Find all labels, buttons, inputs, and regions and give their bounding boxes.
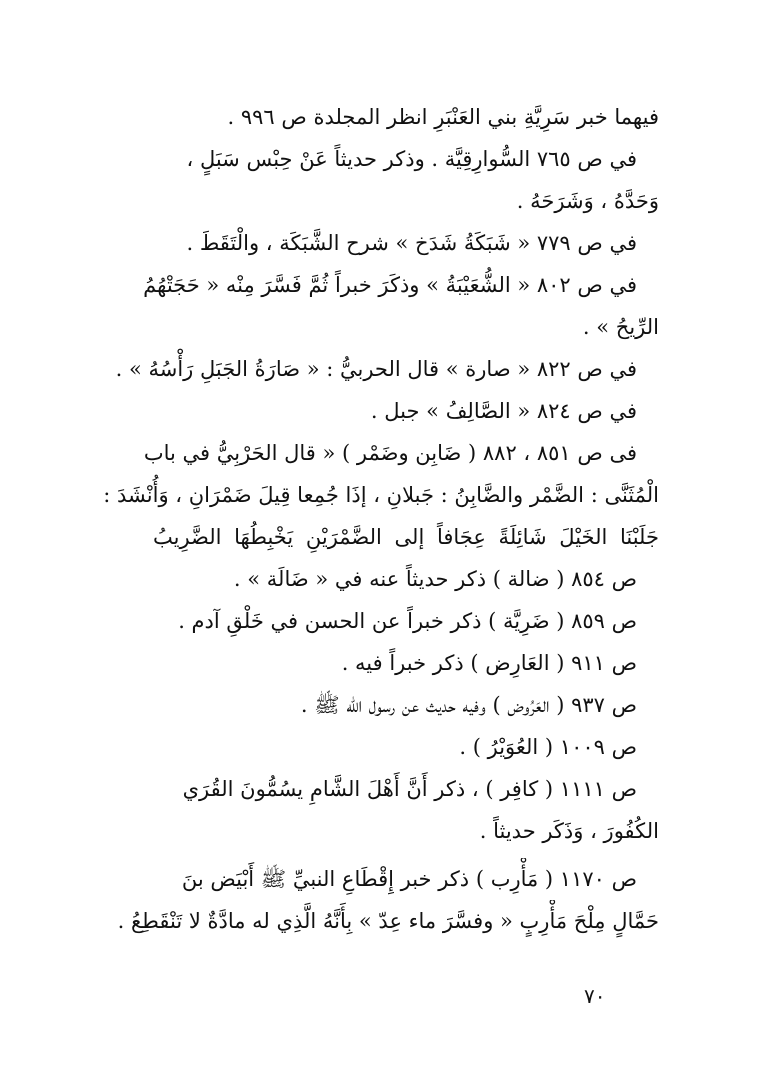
body-text [92,96,659,942]
text-line-17: ص ١١١١ ( كافِر ) ، ذكر أَنَّ أَهْلَ الشَّامِ يسُمُّونَ القُرَي [182,777,637,801]
text-line-5: في ص ٨٠٢ « الشُّعَيْبَةُ » وذكَرَ خبراً ثُمَّ فَسَّرَ مِنْه « حَجَتْهُمُ [143,273,637,297]
text-line-4: في ص ٧٧٩ « شَبَكَةُ شَدَخ » شرح الشَّبَكَة ، والْتَقَطَ . [186,231,637,255]
text-line-10: الْمُثَنَّى : الضَّمْر والضَّابِنُ : جَبلانِ ، إذَا جُمِعا قِيلَ ضَمْرَانِ ، وَأُنْشَدَ : [103,483,659,507]
text-line-8: في ص ٨٢٤ « الصَّالِفُ » جبل . [370,399,637,423]
text-line-18: الكُفُورَ ، وَذَكَر حديثاً . [479,819,659,843]
page-number: ٧٠ [584,984,606,1008]
text-line-12: ص ٨٥٤ ( ضالة ) ذكر حديثاً عنه في « ضَالَة » . [233,567,637,591]
text-line-9: فى ص ٨٥١ ، ٨٨٢ ( ضَابِن وضَمْر ) « قال الحَرْبِيُّ في باب [143,441,637,465]
text-line-20: حَمَّالٍ مِلْحَ مَأْرِبٍ « وفسَّرَ ماء عِدّ » بِأَنَّهُ الَّذِي له مادَّةٌ لا تَنْقَطِعُ . [117,909,659,933]
text-line-1: فيهما خبر سَرِيَّةِ بني العَنْبَرِ انظر المجلدة ص ٩٩٦ . [227,105,659,129]
text-line-2: في ص ٧٦٥ السُّوارِقِيَّة . وذكر حديثاً عَنْ حِبْس سَبَلٍ ، [186,147,637,171]
text-line-6: الرِّيحُ » . [582,315,659,339]
text-line-7: في ص ٨٢٢ « صارة » قال الحربيُّ : « صَارَةُ الجَبَلِ رَأْسُهُ » . [115,357,637,381]
poem-verse: جَلَبْنَا الخَيْلَ شَائِلَةً عِجَافاً إلى الضَّمْرَيْنِ يَخْبِطُهَا الضَّرِيبُ [152,525,659,549]
text-line-19: ص ١١٧٠ ( مَأْرِب ) ذكر خبر إِقْطَاعِ النبيِّ ﷺ أَبْيَض بنَ [181,867,637,891]
text-line-15: ص ٩٣٧ ( العَرُوض ) وفيه حديث عن رسول الله ﷺ . [300,693,637,717]
text-line-16: ص ١٠٠٩ ( العُوَيْرُ ) . [459,735,637,759]
text-line-14: ص ٩١١ ( العَارِض ) ذكر خبراً فيه . [341,651,637,675]
text-line-13: ص ٨٥٩ ( ضَرِيَّة ) ذكر خبراً عن الحسن في خَلْقِ آدم . [178,609,637,633]
text-line-3: وَحَدَّهُ ، وَشَرَحَهُ . [516,189,659,213]
